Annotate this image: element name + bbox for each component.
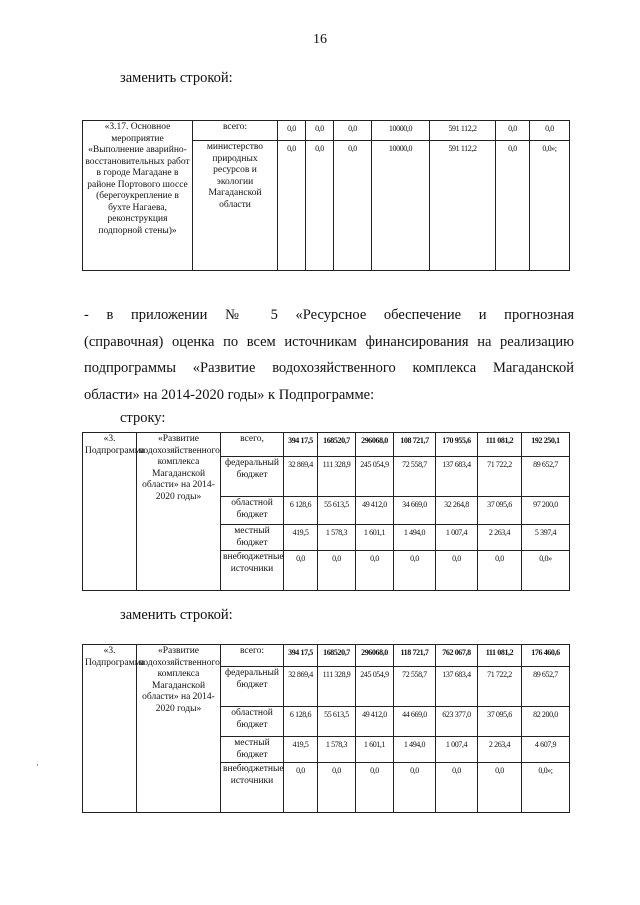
line-label: строку: bbox=[120, 410, 166, 426]
source-label-cell: всего, bbox=[221, 433, 284, 457]
measure-table bbox=[82, 120, 570, 271]
value-cell: 245 054,9 bbox=[356, 667, 394, 707]
table-row bbox=[83, 121, 570, 141]
value-cell: 108 721,7 bbox=[394, 433, 436, 457]
value-cell: 0,0 bbox=[436, 763, 478, 813]
value-cell: 0,0»; bbox=[530, 141, 570, 271]
value-cell: 0,0 bbox=[496, 141, 530, 271]
value-cell: 0,0 bbox=[284, 763, 318, 813]
source-label-cell: местный бюджет bbox=[221, 525, 284, 551]
value-cell: 176 460,6 bbox=[522, 645, 570, 667]
value-cell: 0,0 bbox=[278, 121, 306, 141]
value-cell: 0,0 bbox=[394, 763, 436, 813]
value-cell: 111 081,2 bbox=[478, 645, 522, 667]
source-label-cell: местный бюджет bbox=[221, 737, 284, 763]
value-cell: 296068,0 bbox=[356, 645, 394, 667]
value-cell: 2 263,4 bbox=[478, 525, 522, 551]
value-cell: 1 601,1 bbox=[356, 525, 394, 551]
replace-heading-1: заменить строкой: bbox=[120, 70, 233, 86]
measure-name-cell: «3.17. Основное мероприятие «Выполнение аварийно-восстановительных работ в городе Магадане в районе Портового шоссе (берегоукрепление в бухте Нагаева, реконструкция подпорной стены)» bbox=[83, 121, 193, 271]
paragraph-line: (справочная) оценка по всем источникам финансирования на реализацию bbox=[84, 333, 574, 350]
value-cell: 10000,0 bbox=[372, 141, 430, 271]
subprogram-code-cell: «3. Подпрограмма bbox=[83, 645, 137, 813]
value-cell: 1 007,4 bbox=[436, 737, 478, 763]
value-cell: 71 722,2 bbox=[478, 457, 522, 497]
paragraph-line: подпрограммы «Развитие водохозяйственного комплекса Магаданской bbox=[84, 360, 574, 376]
value-cell: 89 652,7 bbox=[522, 667, 570, 707]
table-row bbox=[83, 645, 570, 667]
row-label-cell: всего: bbox=[193, 121, 278, 141]
source-label-cell: федеральный бюджет bbox=[221, 667, 284, 707]
subprogram-name-cell: «Развитие водохозяйственного комплекса Магаданской области» на 2014-2020 годы» bbox=[137, 433, 221, 591]
source-label-cell: областной бюджет bbox=[221, 707, 284, 737]
value-cell: 0,0 bbox=[394, 551, 436, 591]
value-cell: 34 669,0 bbox=[394, 497, 436, 525]
value-cell: 10000,0 bbox=[372, 121, 430, 141]
subprogram-name-cell: «Развитие водохозяйственного комплекса Магаданской области» на 2014-2020 годы» bbox=[137, 645, 221, 813]
value-cell: 71 722,2 bbox=[478, 667, 522, 707]
value-cell: 762 067,8 bbox=[436, 645, 478, 667]
value-cell: 394 17,5 bbox=[284, 645, 318, 667]
amendment-paragraph bbox=[84, 302, 574, 408]
value-cell: 89 652,7 bbox=[522, 457, 570, 497]
value-cell: 5 397,4 bbox=[522, 525, 570, 551]
value-cell: 49 412,0 bbox=[356, 707, 394, 737]
value-cell: 168520,7 bbox=[318, 433, 356, 457]
source-label-cell: внебюджетные источники bbox=[221, 763, 284, 813]
value-cell: 2 263,4 bbox=[478, 737, 522, 763]
value-cell: 591 112,2 bbox=[430, 141, 496, 271]
value-cell: 0,0 bbox=[318, 551, 356, 591]
value-cell: 0,0 bbox=[478, 551, 522, 591]
value-cell: 111 328,9 bbox=[318, 457, 356, 497]
value-cell: 32 264,8 bbox=[436, 497, 478, 525]
value-cell: 1 007,4 bbox=[436, 525, 478, 551]
value-cell: 0,0 bbox=[530, 121, 570, 141]
paragraph-line: области» на 2014-2020 годы» к Подпрограмме: bbox=[84, 386, 375, 403]
value-cell: 44 669,0 bbox=[394, 707, 436, 737]
value-cell: 0,0 bbox=[496, 121, 530, 141]
value-cell: 1 494,0 bbox=[394, 737, 436, 763]
value-cell: 111 081,2 bbox=[478, 433, 522, 457]
value-cell: 72 558,7 bbox=[394, 457, 436, 497]
value-cell: 0,0 bbox=[306, 141, 334, 271]
value-cell: 6 128,6 bbox=[284, 707, 318, 737]
value-cell: 137 683,4 bbox=[436, 457, 478, 497]
value-cell: 168520,7 bbox=[318, 645, 356, 667]
value-cell: 82 200,0 bbox=[522, 707, 570, 737]
value-cell: 49 412,0 bbox=[356, 497, 394, 525]
page-number: 16 bbox=[313, 32, 327, 47]
value-cell: 1 578,3 bbox=[318, 525, 356, 551]
value-cell: 0,0» bbox=[522, 551, 570, 591]
value-cell: 32 869,4 bbox=[284, 457, 318, 497]
value-cell: 0,0 bbox=[306, 121, 334, 141]
value-cell: 1 494,0 bbox=[394, 525, 436, 551]
value-cell: 591 112,2 bbox=[430, 121, 496, 141]
source-label-cell: федеральный бюджет bbox=[221, 457, 284, 497]
value-cell: 118 721,7 bbox=[394, 645, 436, 667]
value-cell: 394 17,5 bbox=[284, 433, 318, 457]
value-cell: 170 955,6 bbox=[436, 433, 478, 457]
value-cell: 37 095,6 bbox=[478, 497, 522, 525]
value-cell: 0,0 bbox=[356, 763, 394, 813]
current-line-table bbox=[82, 432, 570, 591]
value-cell: 0,0 bbox=[436, 551, 478, 591]
row-label-cell: министерство природных ресурсов и экологии Магаданской области bbox=[193, 141, 278, 271]
value-cell: 419,5 bbox=[284, 525, 318, 551]
value-cell: 0,0 bbox=[334, 121, 372, 141]
value-cell: 0,0 bbox=[284, 551, 318, 591]
value-cell: 37 095,6 bbox=[478, 707, 522, 737]
value-cell: 0,0 bbox=[318, 763, 356, 813]
margin-dot: · bbox=[36, 760, 39, 770]
value-cell: 111 328,9 bbox=[318, 667, 356, 707]
value-cell: 97 200,0 bbox=[522, 497, 570, 525]
source-label-cell: всего: bbox=[221, 645, 284, 667]
value-cell: 6 128,6 bbox=[284, 497, 318, 525]
value-cell: 1 601,1 bbox=[356, 737, 394, 763]
value-cell: 55 613,5 bbox=[318, 497, 356, 525]
value-cell: 419,5 bbox=[284, 737, 318, 763]
replace-heading-2: заменить строкой: bbox=[120, 607, 233, 623]
value-cell: 4 607,9 bbox=[522, 737, 570, 763]
value-cell: 1 578,3 bbox=[318, 737, 356, 763]
subprogram-code-cell: «3. Подпрограмма bbox=[83, 433, 137, 591]
value-cell: 0,0 bbox=[478, 763, 522, 813]
value-cell: 72 558,7 bbox=[394, 667, 436, 707]
value-cell: 0,0 bbox=[278, 141, 306, 271]
value-cell: 32 869,4 bbox=[284, 667, 318, 707]
value-cell: 192 250,1 bbox=[522, 433, 570, 457]
value-cell: 0,0 bbox=[334, 141, 372, 271]
paragraph-line: - в приложении № 5 «Ресурсное обеспечение и прогнозная bbox=[84, 307, 574, 323]
value-cell: 137 683,4 bbox=[436, 667, 478, 707]
value-cell: 623 377,0 bbox=[436, 707, 478, 737]
value-cell: 296068,0 bbox=[356, 433, 394, 457]
replacement-line-table bbox=[82, 644, 570, 813]
value-cell: 0,0»; bbox=[522, 763, 570, 813]
table-row bbox=[83, 433, 570, 457]
source-label-cell: областной бюджет bbox=[221, 497, 284, 525]
source-label-cell: внебюджетные источники bbox=[221, 551, 284, 591]
value-cell: 55 613,5 bbox=[318, 707, 356, 737]
value-cell: 0,0 bbox=[356, 551, 394, 591]
value-cell: 245 054,9 bbox=[356, 457, 394, 497]
